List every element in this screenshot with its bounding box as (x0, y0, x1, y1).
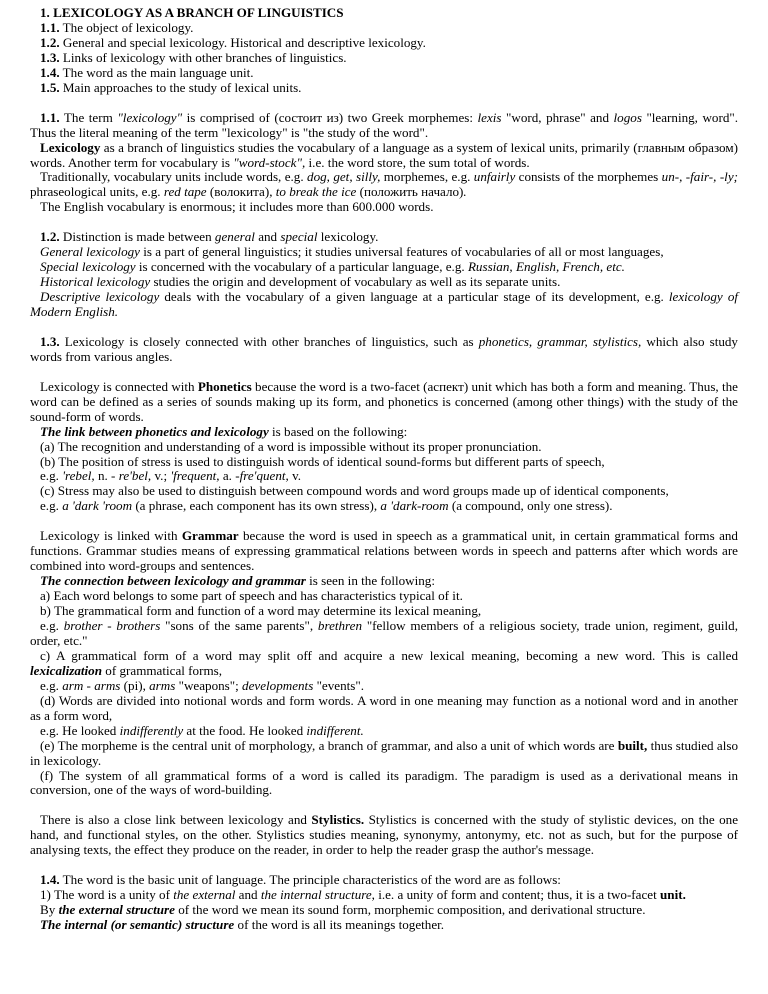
example: e.g. arm - arms (pi), arms "weapons"; developments "events". (40, 677, 364, 693)
paragraph: By the external structure of the word we mean its sound form, morphemic composition, and derivational structure. (40, 902, 646, 918)
list-item: (d) Words are divided into notional words and form words. A word in one meaning may function as a notional word and in another as a form word, (30, 692, 738, 723)
toc-num: 1.5. (40, 79, 60, 95)
paragraph: 1.4. The word is the basic unit of language. The principle characteristics of the word are as follows: (40, 872, 561, 888)
paragraph: 1.1. The term "lexicology" is comprised of (состоит из) two Greek morphemes: lexis "word, phrase" and logos "learning, word". Thus the literal meaning of the term "lexicology" is "the study of the word". (30, 109, 738, 140)
list-item: b) The grammatical form and function of a word may determine its lexical meaning, (40, 603, 482, 619)
paragraph: There is also a close link between lexicology and Stylistics. Stylistics is concerned with the study of stylistic devices, on the one hand, and functional styles, on the other. Stylistics studies meaning, synonymy, antonymy, etc. not as such, but for the purpose of analysing texts, the effect they produce on the reader, in order to help the reader grasp the author's message. (30, 812, 739, 858)
section-1-1 (30, 111, 738, 216)
list-item: 1) The word is a unity of the external and the internal structure, i.e. a unity of form and content; thus, it is a two-facet unit. (40, 887, 686, 903)
toc-text: General and special lexicology. Historical and descriptive lexicology. (59, 34, 426, 50)
toc-item (40, 51, 738, 66)
list-item: (c) Stress may also be used to distinguish between compound words and word groups made up of identical components, (40, 483, 669, 499)
paragraph: Descriptive lexicology deals with the vocabulary of a given language at a particular stage of its development, e.g. lexicology of Modern English. (30, 289, 738, 320)
toc-num: 1.3. (40, 49, 60, 65)
paragraph: Lexicology as a branch of linguistics studies the vocabulary of a language as a system of lexical units, primarily (главным образом) words. Another term for vocabulary is "word-stock", i.e. the word store, the sum total of words. (30, 139, 738, 170)
toc-item (40, 66, 738, 81)
list-item: (e) The morpheme is the central unit of morphology, a branch of grammar, and also a unit of which words are built, thus studied also in lexicology. (30, 737, 738, 768)
example: e.g. He looked indifferently at the food. He looked indifferent. (40, 722, 364, 738)
paragraph: Special lexicology is concerned with the vocabulary of a particular language, e.g. Russian, English, French, etc. (40, 259, 625, 275)
paragraph: 1.2. Distinction is made between general and special lexicology. (40, 229, 379, 245)
list-item: (f) The system of all grammatical forms of a word is called its paradigm. The paradigm is used as a derivational means in conversion, one of the ways of word-building. (30, 767, 738, 798)
toc-item (40, 81, 738, 96)
example: e.g. brother - brothers "sons of the same parents", brethren "fellow members of a religious society, trade union, regiment, guild, order, etc." (30, 618, 738, 648)
paragraph: The connection between lexicology and grammar is seen in the following: (40, 573, 435, 589)
toc-text: Links of lexicology with other branches of linguistics. (59, 49, 347, 65)
toc-num: 1.2. (40, 34, 60, 50)
section-1-4 (30, 873, 738, 933)
list-item: a) Each word belongs to some part of speech and has characteristics typical of it. (40, 588, 463, 604)
example: e.g. 'rebel, n. - re'bel, v.; 'frequent, a. -fre'quent, v. (40, 468, 302, 484)
paragraph: Traditionally, vocabulary units include words, e.g. dog, get, silly, morphemes, e.g. unfairly consists of the morphemes un-, -fair-, -ly; phraseological units, e.g. red tape (волокита), to break the ice (положить начало). (30, 169, 738, 200)
list-item: (a) The recognition and understanding of a word is impossible without its proper pronunciation. (40, 438, 542, 454)
paragraph: The English vocabulary is enormous; it includes more than 600.000 words. (40, 199, 434, 215)
list-item: (b) The position of stress is used to distinguish words of identical sound-forms but different parts of speech, (40, 453, 605, 469)
section-1-2 (30, 230, 738, 320)
toc-item (40, 21, 738, 36)
toc-num: 1.1. (40, 19, 60, 35)
section-1-3 (30, 335, 738, 858)
toc-text: The object of lexicology. (59, 19, 194, 35)
toc-text: The word as the main language unit. (59, 64, 254, 80)
paragraph: 1.3. Lexicology is closely connected with other branches of linguistics, such as phonetics, grammar, stylistics, which also study words from various angles. (30, 333, 738, 364)
toc-num: 1.4. (40, 64, 60, 80)
paragraph: The link between phonetics and lexicology is based on the following: (40, 423, 408, 439)
example: e.g. a 'dark 'room (a phrase, each component has its own stress), a 'dark-room (a compound, only one stress). (40, 498, 613, 514)
page-title: 1. LEXICOLOGY AS A BRANCH OF LINGUISTICS (40, 5, 344, 20)
paragraph: General lexicology is a part of general linguistics; it studies universal features of vocabularies of all or most languages, (40, 244, 664, 260)
list-item: c) A grammatical form of a word may split off and acquire a new lexical meaning, becoming a new word. This is called lexicalization of grammatical forms, (30, 647, 738, 678)
toc-text: Main approaches to the study of lexical units. (59, 79, 302, 95)
paragraph: The internal (or semantic) structure of the word is all its meanings together. (40, 917, 445, 933)
paragraph: Lexicology is linked with Grammar because the word is used in speech as a grammatical unit, in certain grammatical forms and functions. Grammar studies means of expressing grammatical relations between words in speech and patterns after which words are combined into word-groups and sentences. (30, 528, 738, 574)
toc-item (40, 36, 738, 51)
paragraph: Historical lexicology studies the origin and development of vocabulary as well as its separate units. (40, 274, 561, 290)
table-of-contents (30, 21, 738, 96)
paragraph: Lexicology is connected with Phonetics because the word is a two-facet (аспект) unit which has both a form and meaning. Thus, the word can be defined as a series of sounds making up its form, and phonetics is concerned (among other things) with the study of the sound-form of words. (30, 378, 738, 424)
